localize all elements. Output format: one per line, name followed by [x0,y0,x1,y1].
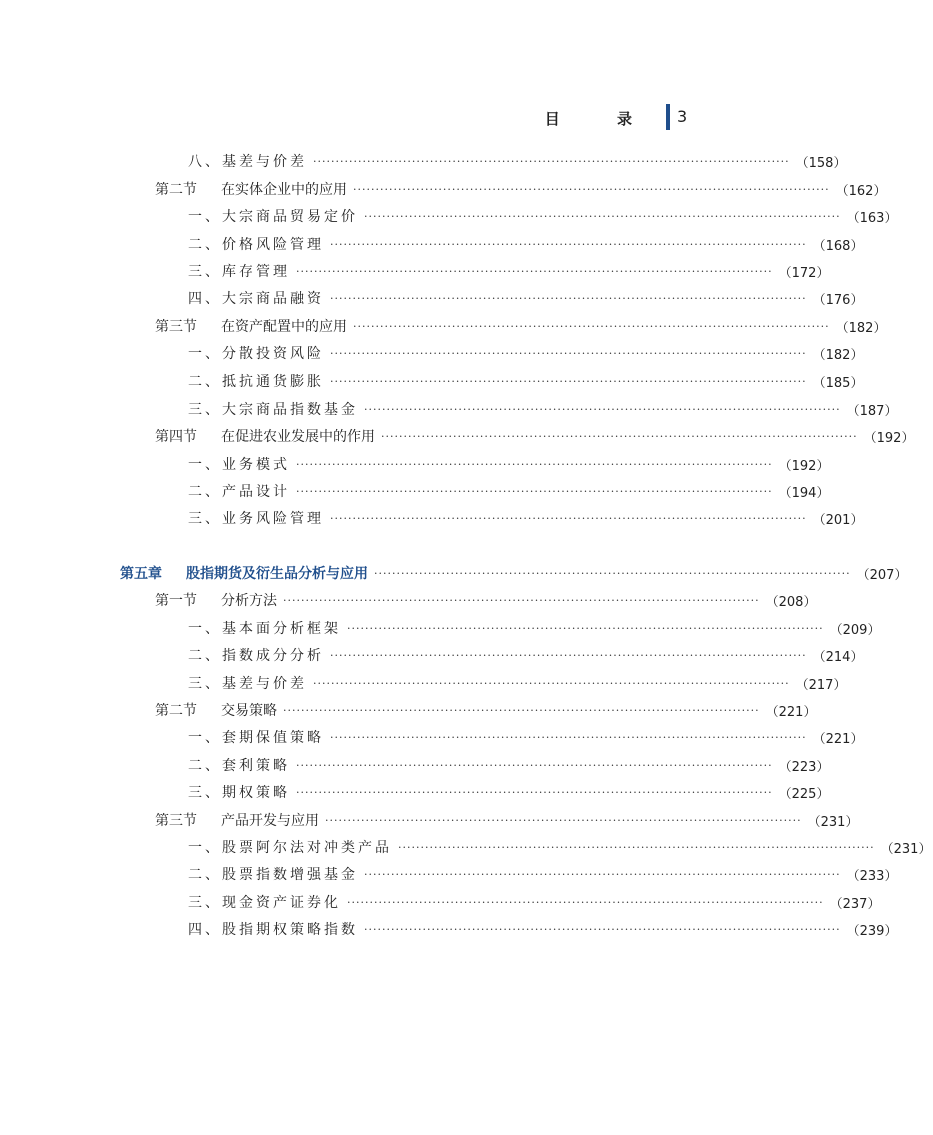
toc-entry-page: （217） [795,677,847,693]
toc-entry-label [0,810,319,830]
toc-entry [0,150,847,172]
dot-leader: ·········································································································· [364,867,841,881]
toc-entry-title: 一、大宗商品贸易定价 [188,209,358,225]
toc-entry-title: 二、股票指数增强基金 [188,867,358,883]
toc-entry-label [0,151,307,171]
toc-entry [0,480,830,502]
dot-leader: ·········································································································· [330,648,807,662]
toc-entry-label [0,288,324,308]
dot-leader: ·········································································································· [330,374,807,388]
toc-entry-title: 一、基本面分析框架 [188,621,341,637]
toc-entry-title: 二、产品设计 [188,484,290,500]
toc-entry-page: （233） [846,868,898,884]
toc-entry [0,781,830,803]
toc-entry-page: （182） [835,320,887,336]
toc-entry-title: 分析方法 [221,593,277,609]
toc-entry-number: 第三节 [155,319,197,335]
toc-entry-number: 第二节 [155,703,197,719]
toc-entry-page: （239） [846,923,898,939]
toc-entry-page: （221） [765,704,817,720]
toc-entry-title: 三、基差与价差 [188,676,307,692]
toc-entry-number: 第五章 [120,566,162,582]
dot-leader: ·········································································································· [398,840,875,854]
toc-entry-title: 在实体企业中的应用 [221,182,347,198]
toc-entry [0,644,864,666]
toc-entry-label [0,837,392,857]
toc-entry-label [0,727,324,747]
toc-entry-page: （162） [835,183,887,199]
toc-entry-title: 二、抵抗通货膨胀 [188,374,324,390]
toc-entry-page: （208） [765,594,817,610]
dot-leader: ·········································································································· [347,895,824,909]
toc-entry [0,315,887,337]
header-accent-bar [666,104,670,130]
toc-entry-label [0,316,347,336]
toc-entry-title: 三、业务风险管理 [188,511,324,527]
toc-entry-label [0,590,277,610]
toc-entry-title: 二、套利策略 [188,758,290,774]
toc-entry-page: （192） [863,430,915,446]
toc-entry-label [0,508,324,528]
toc-entry [0,863,898,885]
dot-leader: ·········································································································· [330,511,807,525]
toc-entry-label [0,371,324,391]
toc-entry-title: 一、分散投资风险 [188,346,324,362]
toc-entry-title: 一、套期保值策略 [188,730,324,746]
toc-entry-page: （225） [778,786,830,802]
toc-entry [0,260,830,282]
toc-entry-page: （237） [829,896,881,912]
dot-leader: ·········································································································· [347,621,824,635]
dot-leader: ·········································································································· [364,402,841,416]
dot-leader: ·········································································································· [330,291,807,305]
toc-entry-page: （182） [812,347,864,363]
toc-entry [0,287,864,309]
toc-entry-label [0,481,290,501]
toc-entry-title: 二、指数成分分析 [188,648,324,664]
toc-entry-number: 第一节 [155,593,197,609]
toc-entry-page: （209） [829,622,881,638]
toc-entry-title: 一、股票阿尔法对冲类产品 [188,840,392,856]
toc-entry [0,699,817,721]
toc-entry [0,342,864,364]
toc-entry-title: 三、大宗商品指数基金 [188,402,358,418]
toc-entry-page: （221） [812,731,864,747]
toc-entry-page: （185） [812,375,864,391]
dot-leader: ·········································································································· [353,182,830,196]
toc-entry-title: 四、大宗商品融资 [188,291,324,307]
dot-leader: ·········································································································· [381,429,858,443]
toc-entry-title: 八、基差与价差 [188,154,307,170]
toc-entry-label [0,782,290,802]
toc-entry-page: （187） [846,403,898,419]
toc-entry-page: （223） [778,759,830,775]
dot-leader: ·········································································································· [296,785,773,799]
toc-entry-title: 产品开发与应用 [221,813,319,829]
toc-entry-page: （168） [812,238,864,254]
toc-entry-label [0,343,324,363]
toc-entry [0,205,898,227]
dot-leader: ·········································································································· [296,264,773,278]
toc-entry-label [0,454,290,474]
toc-entry-title: 三、现金资产证券化 [188,895,341,911]
dot-leader: ·········································································································· [313,154,790,168]
toc-entry-title: 股指期货及衍生品分析与应用 [186,566,368,582]
toc-entry-label [0,700,277,720]
dot-leader: ·········································································································· [353,319,830,333]
toc-entry-title: 二、价格风险管理 [188,237,324,253]
toc-entry-page: （163） [846,210,898,226]
toc-entry-title: 在促进农业发展中的作用 [221,429,375,445]
toc-entry-label [0,261,290,281]
toc-entry-label [0,618,341,638]
toc-entry [0,562,908,584]
toc-entry-page: （231） [880,841,932,857]
toc-entry [0,617,881,639]
dot-leader: ·········································································································· [313,676,790,690]
toc-entry-page: （231） [807,814,859,830]
toc-entry-title: 三、期权策略 [188,785,290,801]
toc-entry [0,425,915,447]
toc-entry [0,507,864,529]
dot-leader: ·········································································································· [374,566,851,580]
dot-leader: ·········································································································· [364,209,841,223]
toc-entry-label [0,206,358,226]
toc-entry-number: 第二节 [155,182,197,198]
toc-entry-page: （192） [778,458,830,474]
toc-entry-page: （207） [856,567,908,583]
dot-leader: ·········································································································· [330,346,807,360]
toc-entry [0,178,887,200]
toc-entry-title: 交易策略 [221,703,277,719]
dot-leader: ·········································································································· [364,922,841,936]
toc-entry [0,453,830,475]
toc-entry-title: 在资产配置中的应用 [221,319,347,335]
toc-entry [0,672,847,694]
toc-entry-label [0,563,368,583]
toc-entry-page: （158） [795,155,847,171]
toc-entry-label [0,234,324,254]
header-title: 目 录 [544,110,658,128]
toc-entry-label [0,755,290,775]
toc-entry-label [0,864,358,884]
dot-leader: ·········································································································· [296,457,773,471]
toc-entry [0,836,932,858]
toc-entry-title: 一、业务模式 [188,457,290,473]
toc-entry-label [0,179,347,199]
toc-entry-page: （176） [812,292,864,308]
toc-entry [0,918,898,940]
toc-entry-number: 第三节 [155,813,197,829]
toc-entry [0,726,864,748]
toc-entry [0,891,881,913]
dot-leader: ·········································································································· [296,758,773,772]
toc-entry [0,809,859,831]
dot-leader: ·········································································································· [325,813,802,827]
toc-entry-label [0,645,324,665]
dot-leader: ·········································································································· [296,484,773,498]
toc-entry-label [0,919,358,939]
toc-entry-page: （194） [778,485,830,501]
toc-entry-title: 三、库存管理 [188,264,290,280]
toc-entry-label [0,892,341,912]
page-number: 3 [677,107,688,126]
toc-entry [0,754,830,776]
toc-entry-page: （201） [812,512,864,528]
toc-entry [0,370,864,392]
dot-leader: ·········································································································· [330,237,807,251]
page-header [0,104,790,134]
toc-entry-page: （172） [778,265,830,281]
toc-entry [0,233,864,255]
dot-leader: ·········································································································· [283,593,760,607]
dot-leader: ·········································································································· [330,730,807,744]
toc-entry-title: 四、股指期权策略指数 [188,922,358,938]
toc-entry-label [0,673,307,693]
dot-leader: ·········································································································· [283,703,760,717]
toc-entry-label [0,399,358,419]
toc-entry-page: （214） [812,649,864,665]
toc-entry-number: 第四节 [155,429,197,445]
toc-entry [0,589,817,611]
toc-entry-label [0,426,375,446]
toc-entry [0,398,898,420]
